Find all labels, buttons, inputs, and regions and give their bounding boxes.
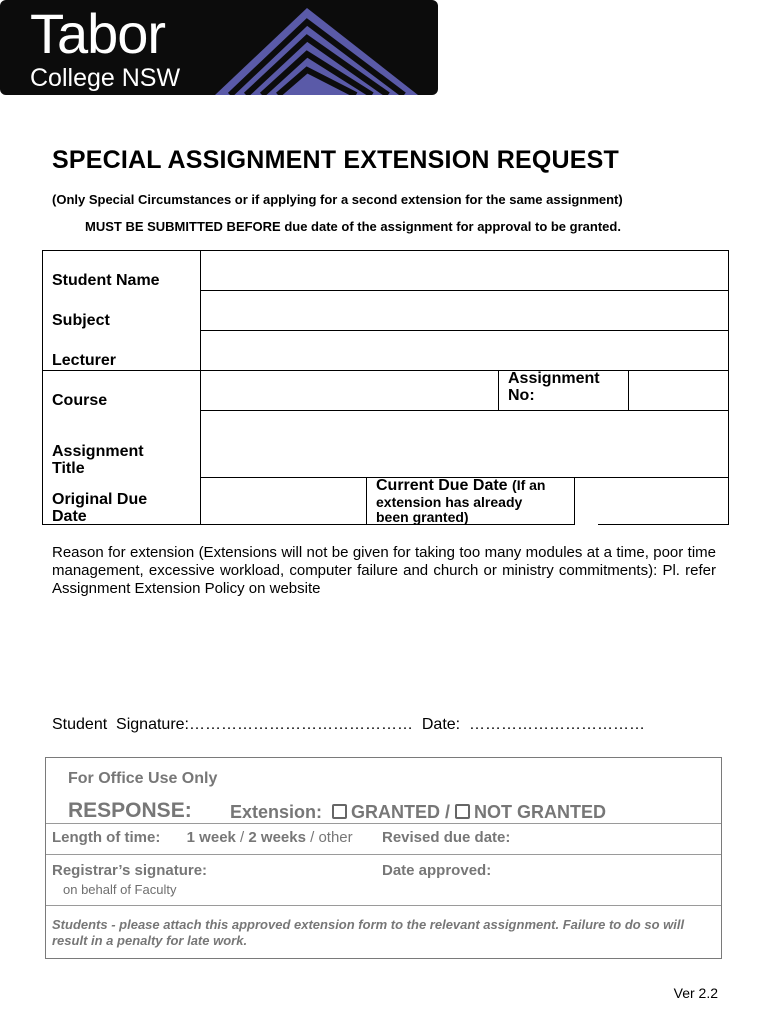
current-due-date-field[interactable]: [576, 479, 727, 523]
row-divider: [201, 330, 729, 331]
original-due-date-field[interactable]: [202, 479, 365, 523]
office-divider: [46, 823, 721, 824]
subject-field[interactable]: [202, 292, 727, 329]
length-separator: /: [235, 829, 249, 846]
length-2-weeks[interactable]: 2 weeks: [248, 829, 306, 846]
cell-divider: [628, 370, 629, 411]
current-due-label-paren: (If an: [512, 477, 546, 493]
assignment-title-label-line1: Assignment: [52, 443, 144, 460]
course-field[interactable]: [202, 372, 497, 409]
current-due-date-label: [376, 477, 545, 525]
office-use-heading: For Office Use Only: [68, 770, 218, 787]
response-label: RESPONSE:: [68, 799, 192, 822]
revised-due-date-label: Revised due date:: [382, 829, 511, 846]
granted-label: GRANTED /: [351, 802, 451, 822]
length-of-time-row: [52, 829, 353, 846]
assignment-no-label-line1: Assignment: [508, 370, 600, 387]
logo-subtitle: College NSW: [30, 64, 181, 92]
length-1-week[interactable]: 1 week: [186, 829, 236, 846]
extension-options: [230, 802, 606, 823]
lecturer-field[interactable]: [202, 332, 727, 369]
assignment-no-field[interactable]: [630, 372, 727, 409]
table-bottom-border: [598, 524, 729, 525]
course-label: Course: [52, 392, 108, 409]
row-divider: [42, 370, 729, 371]
logo-name: Tabor: [30, 2, 166, 65]
page-title: SPECIAL ASSIGNMENT EXTENSION REQUEST: [52, 146, 620, 174]
assignment-title-field[interactable]: [202, 412, 727, 476]
row-divider: [201, 290, 729, 291]
assignment-no-label-line2: No:: [508, 387, 535, 404]
original-due-date-label: [52, 491, 147, 525]
circumstances-note: (Only Special Circumstances or if applying for a second extension for the same assignment): [52, 192, 623, 207]
table-top-border: [42, 250, 729, 251]
assignment-title-label-line2: Title: [52, 460, 85, 477]
college-logo: [0, 0, 438, 95]
signature-date-line[interactable]: Student Signature:…………………………………… Date: ……………………………: [52, 716, 646, 733]
not-granted-checkbox[interactable]: [455, 804, 470, 819]
current-due-label-line3: been granted): [376, 509, 469, 525]
reason-field[interactable]: [52, 604, 716, 704]
current-due-label-line2: extension has already: [376, 494, 523, 510]
length-other[interactable]: / other: [305, 829, 353, 846]
student-name-label: Student Name: [52, 272, 160, 289]
submission-note: MUST BE SUBMITTED BEFORE due date of the assignment for approval to be granted.: [85, 219, 621, 234]
table-right-border: [728, 250, 729, 525]
cell-divider: [366, 477, 367, 525]
assignment-no-label: [508, 370, 600, 404]
attach-form-note: Students - please attach this approved extension form to the relevant assignment. Failure to do so will result in a penalty for late work.: [52, 917, 685, 948]
registrar-signature-label: Registrar’s signature:: [52, 862, 208, 879]
lecturer-label: Lecturer: [52, 352, 117, 369]
on-behalf-label: on behalf of Faculty: [63, 882, 177, 897]
version-label: Ver 2.2: [673, 985, 718, 1001]
original-due-label-line2: Date: [52, 508, 87, 525]
length-label: Length of time:: [52, 829, 161, 846]
row-divider: [201, 410, 729, 411]
assignment-title-label: [52, 443, 144, 477]
student-name-field[interactable]: [202, 252, 727, 289]
current-due-label-main: Current Due Date: [376, 477, 508, 494]
office-divider: [46, 854, 721, 855]
not-granted-label: NOT GRANTED: [474, 802, 607, 822]
extension-label: Extension:: [230, 802, 323, 822]
cell-divider: [574, 477, 575, 525]
table-left-border: [42, 250, 43, 525]
reason-instructions: Reason for extension (Extensions will not be given for taking too many modules at a time, poor time management, excessive workload, computer failure and church or ministry commitments): Pl. refer Assignment Extension Policy on website: [52, 544, 716, 597]
cell-divider: [498, 370, 499, 411]
granted-checkbox[interactable]: [332, 804, 347, 819]
label-column-border: [200, 250, 201, 525]
date-approved-label: Date approved:: [382, 862, 492, 879]
subject-label: Subject: [52, 312, 110, 329]
office-divider: [46, 905, 721, 906]
original-due-label-line1: Original Due: [52, 491, 148, 508]
office-use-box: [45, 757, 722, 959]
